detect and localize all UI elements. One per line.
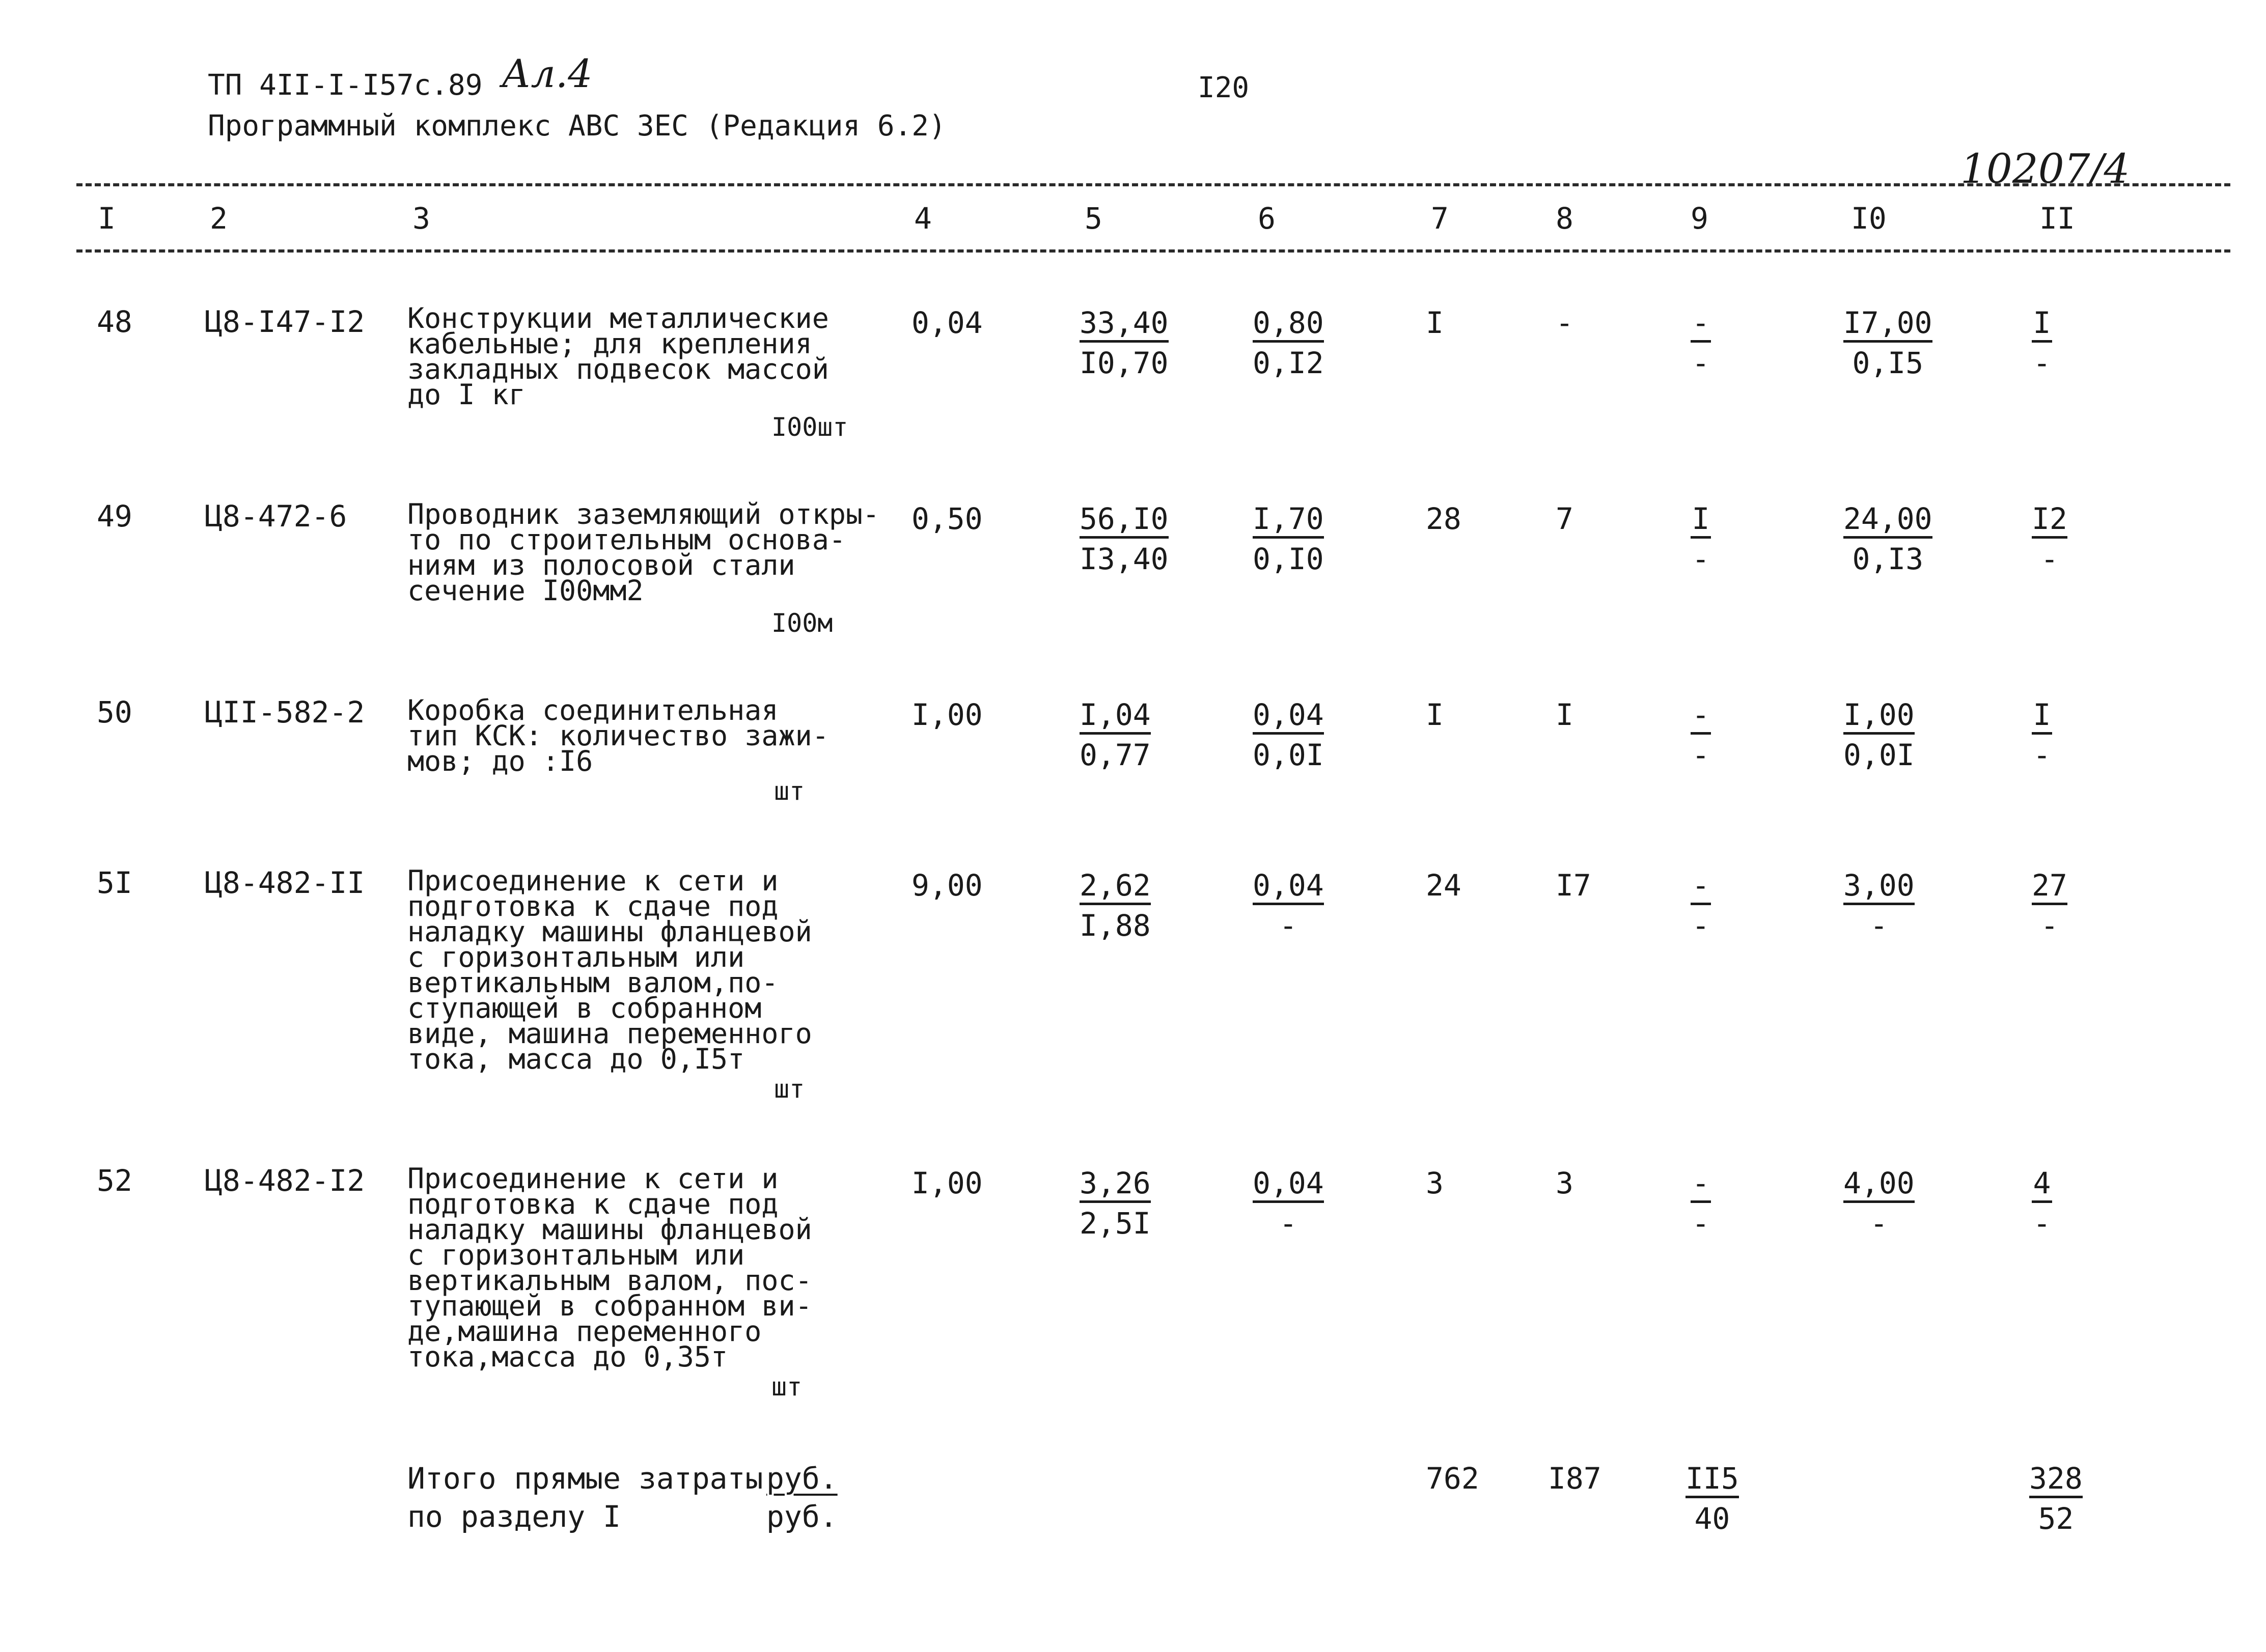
unit-cost: $\frac{56,I0}{I3,40}$: [1080, 501, 1169, 576]
machinery-cost: 0,04 -: [1253, 868, 1324, 943]
wages-total: I: [1556, 697, 1573, 732]
rate-code: Ц8-482-II: [205, 865, 365, 900]
row-number: 5I: [97, 865, 132, 900]
column-number: 6: [1258, 201, 1276, 236]
header-top-rule: [76, 183, 2230, 186]
header-bottom-rule: [76, 249, 2230, 253]
quantity: 0,04: [911, 305, 983, 340]
totals-unit-rub: руб.: [766, 1499, 838, 1534]
machinery-total: - -: [1691, 868, 1711, 946]
unit-cost: $\frac{I,04}{0,77}$: [1080, 697, 1151, 772]
work-description: Конструкции металлические кабельные; для крепления закладных подвесок массой до I кг: [407, 302, 829, 411]
totals-labor: $\frac{328}{52}$: [2029, 1461, 2083, 1536]
column-number: II: [2039, 201, 2075, 236]
quantity: I,00: [911, 697, 983, 732]
row-number: 50: [97, 695, 132, 730]
rate-code: ЦII-582-2: [205, 695, 365, 730]
labor-norm: $\frac{I,00}{0,0I}$: [1843, 697, 1915, 772]
machinery-cost: $\frac{0,80}{0,I2}$: [1253, 305, 1324, 380]
wages-total: -: [1556, 305, 1573, 340]
page-number: I20: [1198, 71, 1250, 104]
unit-cost: $\frac{3,26}{2,5I}$: [1080, 1166, 1151, 1241]
unit-of-measure: шт: [771, 1372, 803, 1402]
row-number: 48: [97, 304, 132, 339]
labor-total: I2 -: [2032, 501, 2067, 576]
machinery-cost: 0,04 -: [1253, 1166, 1324, 1241]
column-number: 4: [914, 201, 932, 236]
labor-total: I -: [2032, 697, 2052, 775]
document-code: ТП 4II-I-I57с.89: [208, 69, 483, 102]
quantity: I,00: [911, 1166, 983, 1200]
total-cost: I: [1426, 305, 1444, 340]
totals-wages: I87: [1548, 1461, 1601, 1496]
wages-total: I7: [1556, 868, 1591, 903]
labor-norm: $\frac{I7,00}{0,I5}$: [1843, 305, 1932, 380]
totals-label-line2: по разделу I: [407, 1499, 621, 1534]
column-number: 8: [1556, 201, 1573, 236]
program-line: Программный комплекс АВС ЗЕС (Редакция 6.2): [208, 109, 946, 143]
rate-code: Ц8-482-I2: [205, 1163, 365, 1198]
machinery-total: - -: [1691, 1166, 1711, 1244]
machinery-total: - -: [1691, 697, 1711, 775]
total-cost: I: [1426, 697, 1444, 732]
totals-unit-rub: руб.: [766, 1461, 838, 1496]
unit-cost: $\frac{2,62}{I,88}$: [1080, 868, 1151, 943]
totals-machinery: $\frac{II5}{40}$: [1685, 1461, 1739, 1536]
work-description: Присоединение к сети и подготовка к сдаче под наладку машины фланцевой с горизонтальным или вертикальным валом,по- ступающей в собранном виде, машина переменного тока, масса до 0,I5т: [407, 864, 812, 1075]
quantity: 9,00: [911, 868, 983, 903]
labor-total: 27 -: [2032, 868, 2067, 943]
quantity: 0,50: [911, 501, 983, 536]
unit-of-measure: шт: [774, 776, 805, 806]
column-number: I0: [1851, 201, 1887, 236]
work-description: Коробка соединительная тип КСК: количество зажи- мов; до :I6: [407, 694, 829, 777]
totals-total-cost: 762: [1426, 1461, 1479, 1496]
labor-total: 4 -: [2032, 1166, 2052, 1244]
column-number: 9: [1691, 201, 1708, 236]
rate-code: Ц8-472-6: [205, 499, 347, 534]
labor-norm: $\frac{24,00}{0,I3}$: [1843, 501, 1932, 576]
unit-of-measure: I00м: [771, 608, 833, 638]
wages-total: 7: [1556, 501, 1573, 536]
labor-total: I -: [2032, 305, 2052, 383]
totals-label-line1: Итого прямые затраты: [407, 1461, 763, 1496]
handwritten-sheet-mark: Ал.4: [502, 51, 593, 96]
handwritten-reference: 10207/4: [1960, 145, 2130, 192]
work-description: Присоединение к сети и подготовка к сдаче под наладку машины фланцевой с горизонтальным или вертикальным валом, пос- тупающей в собранном ви- де,машина переменного тока,масса до 0,35т: [407, 1162, 812, 1373]
labor-norm: 3,00 -: [1843, 868, 1915, 943]
column-number: 7: [1431, 201, 1449, 236]
machinery-total: I -: [1691, 501, 1711, 579]
total-cost: 24: [1426, 868, 1461, 903]
column-number: 2: [210, 201, 228, 236]
total-cost: 28: [1426, 501, 1461, 536]
unit-of-measure: I00шт: [771, 412, 848, 442]
rate-code: Ц8-I47-I2: [205, 304, 365, 339]
column-number: 3: [412, 201, 430, 236]
row-number: 52: [97, 1163, 132, 1198]
unit-of-measure: шт: [774, 1074, 805, 1104]
machinery-cost: $\frac{0,04}{0,0I}$: [1253, 697, 1324, 772]
total-cost: 3: [1426, 1166, 1444, 1200]
column-number: I: [98, 201, 116, 236]
unit-cost: $\frac{33,40}{I0,70}$: [1080, 305, 1169, 380]
column-number: 5: [1085, 201, 1102, 236]
work-description: Проводник заземляющий откры- то по строительным основа- ниям из полосовой стали сечение I00мм2: [407, 498, 880, 607]
wages-total: 3: [1556, 1166, 1573, 1200]
row-number: 49: [97, 499, 132, 534]
machinery-total: - -: [1691, 305, 1711, 383]
machinery-cost: $\frac{I,70}{0,I0}$: [1253, 501, 1324, 576]
labor-norm: 4,00 -: [1843, 1166, 1915, 1241]
